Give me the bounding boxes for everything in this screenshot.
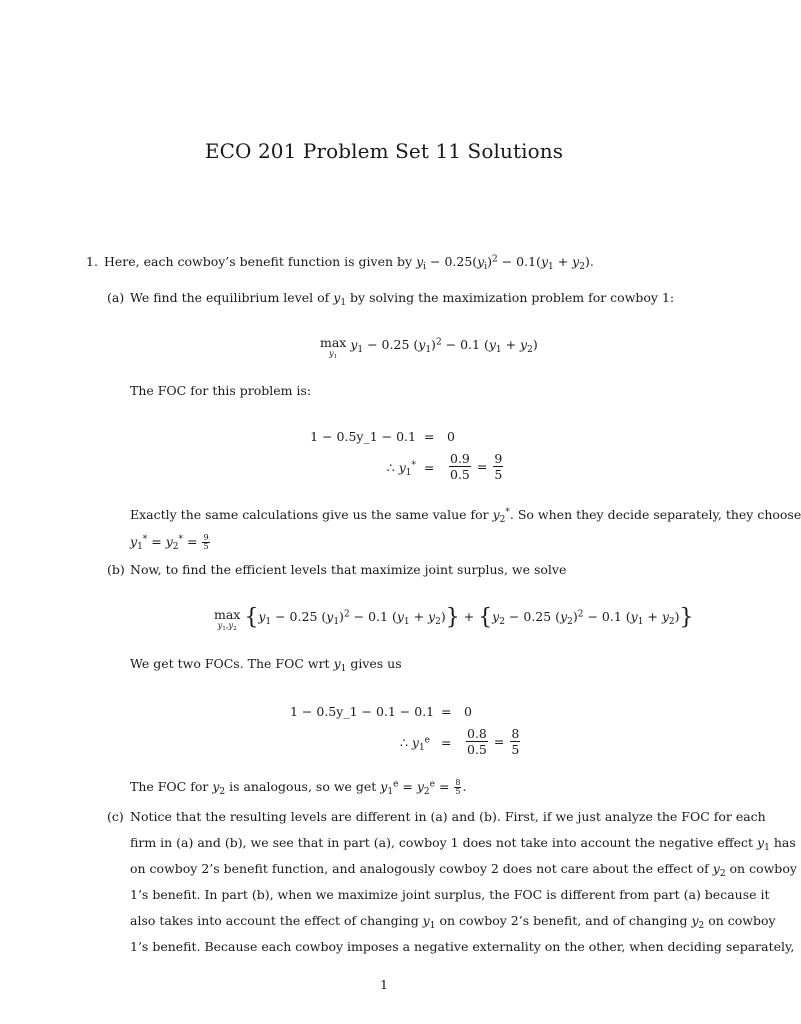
page-title: ECO 201 Problem Set 11 Solutions (204, 139, 564, 163)
part-c-label: (c) (107, 809, 124, 824)
part-b-foc-intro: We get two FOCs. The FOC wrt $y_1$ gives us (130, 656, 402, 675)
fraction-numerator: 0.9 (450, 451, 470, 466)
part-a-foc-intro: The FOC for this problem is: (130, 383, 312, 398)
part-a-para-2: $y_1^* = y_2^*$ = $\frac{9}{5}$ (130, 533, 209, 553)
part-c-line: also takes into account the effect of changing $y_1$ on cowboy 2’s benefit, and of changing $y_2$ on cowboy (130, 913, 776, 932)
part-c-line: firm in (a) and (b), we see that in part (a), cowboy 1 does not take into account the negative effect $y_1$ has (130, 835, 796, 854)
fraction-denominator: 5 (494, 467, 503, 482)
part-b-eq1-rhs: 0 (464, 704, 472, 719)
part-c-line: 1’s benefit. In part (b), when we maximize joint surplus, the FOC is different from part (a) because it (130, 887, 770, 902)
question-intro (104, 253, 594, 271)
part-b-eq1-equals: = (441, 704, 452, 719)
part-c-line: 1’s benefit. Because each cowboy imposes a negative externality on the other, when deciding separately, (130, 939, 795, 954)
fraction-numerator: 0.8 (467, 726, 487, 741)
part-b-eq1-lhs: 1 − 0.5y_1 − 0.1 − 0.1 (290, 704, 435, 719)
part-b-eq2-result: $\frac{0.8}{0.5}$ = $\frac{8}{5}$ (467, 726, 520, 757)
part-b-label: (b) (107, 562, 125, 577)
part-a-max-problem: max $y_1$ $y_1 - 0.25$ $(y_1)^2 - 0.1$ $(y_1 + y_2)$ (320, 335, 538, 361)
part-a-eq2-equals: = (424, 460, 435, 475)
fraction-numerator: 9 (494, 451, 503, 466)
part-a-eq1-rhs: 0 (447, 429, 455, 444)
question-intro-text: Here, each cowboy’s benefit function is given by (104, 254, 413, 269)
part-a-eq1-lhs: 1 − 0.5y_1 − 0.1 (310, 429, 416, 444)
part-a-text: We find the equilibrium level of $y_1$ by solving the maximization problem for cowboy 1: (130, 290, 675, 309)
part-b-max-problem: max $y_1,y_2$ {$y_1 - 0.25$ $(y_1)^2 - 0.1$ $(y_1 + y_2)\} + \{y_2 - 0.25$ $(y_2)^2 - 0.1$ $(y_1 + y_2)$} (214, 605, 694, 633)
fraction-denominator: 0.5 (467, 742, 487, 757)
page-number: 1 (380, 977, 388, 992)
fraction-denominator: 5 (511, 742, 520, 757)
question-number: 1. (86, 254, 98, 269)
part-b-eq2-equals: = (441, 735, 452, 750)
part-c-line: on cowboy 2’s benefit function, and analogously cowboy 2 does not care about the effect of $y_2$ on cowboy (130, 861, 797, 880)
fraction-denominator: 0.5 (450, 467, 470, 482)
part-a-label: (a) (107, 290, 125, 305)
part-a-eq2-result: $\frac{0.9}{0.5}$ = $\frac{9}{5}$ (450, 451, 503, 482)
fraction-numerator: 8 (511, 726, 520, 741)
part-a-eq2-lhs: ∴ $y_1^*$ (386, 460, 416, 479)
part-b-eq2-lhs: ∴ $y_1^e$ (399, 735, 430, 754)
part-a-eq1-equals: = (424, 429, 435, 444)
part-c-line: Notice that the resulting levels are different in (a) and (b). First, if we just analyze the FOC for each (130, 809, 766, 824)
part-b-closing: The FOC for $y_2$ is analogous, so we get $y_1^e = y_2^e$ = $\frac{8}{5}$ . (130, 778, 467, 798)
benefit-function-formula: $y_i - 0.25(y_i)^2 - 0.1(y_1 + y_2)$. (416, 254, 594, 273)
part-b-text: Now, to find the efficient levels that maximize joint surplus, we solve (130, 562, 567, 577)
part-a-para-1: Exactly the same calculations give us the same value for $y_2^*$. So when they decide separately, they choose (130, 507, 801, 526)
